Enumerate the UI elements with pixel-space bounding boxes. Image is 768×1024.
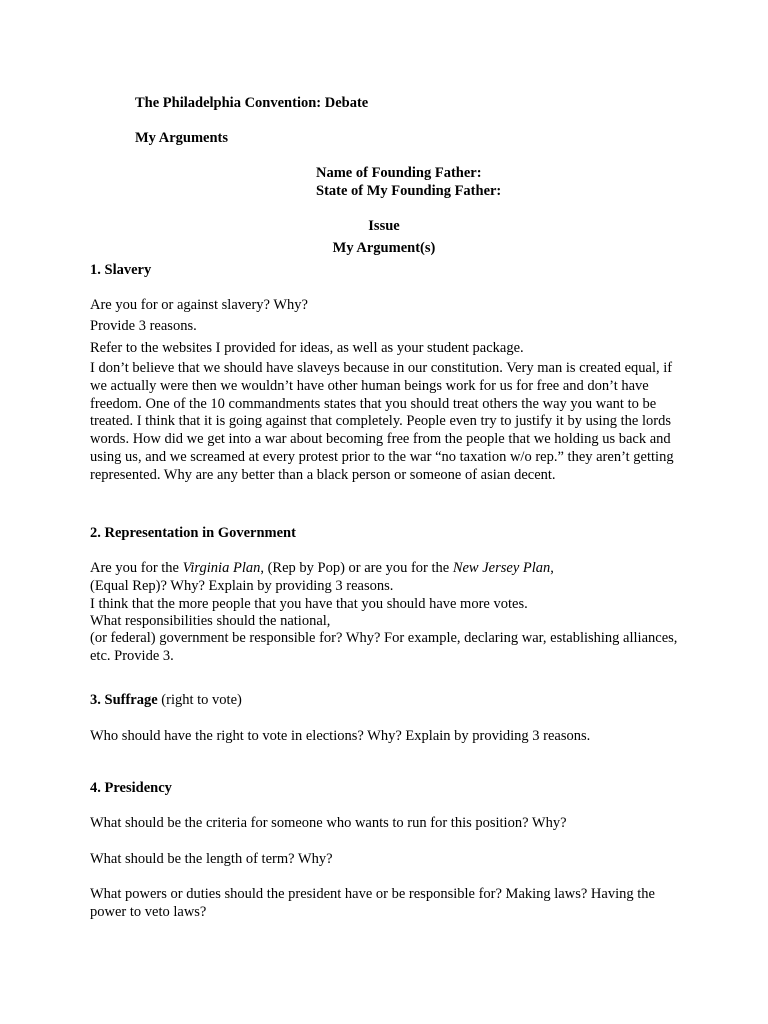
document-subtitle: My Arguments bbox=[135, 130, 229, 146]
representation-answer: I think that the more people that you have that you should have more votes. bbox=[90, 596, 528, 612]
responsibilities-question-line-2: (or federal) government be responsible for? Why? For example, declaring war, establishing alliances, etc. Provide 3. bbox=[90, 630, 678, 664]
founder-name-label: Name of Founding Father: bbox=[316, 165, 482, 181]
slavery-question-1: Are you for or against slavery? Why? bbox=[90, 297, 308, 313]
slavery-question-2: Provide 3 reasons. bbox=[90, 318, 197, 334]
section-heading-presidency: 4. Presidency bbox=[90, 780, 172, 796]
presidency-question-2: What should be the length of term? Why? bbox=[90, 851, 333, 867]
issue-label: Issue bbox=[368, 218, 400, 234]
slavery-answer: I don’t believe that we should have slaveys because in our constitution. Very man is created equal, if we actually were then we wouldn’t have other human beings work for us for free and don’t have freedom. One of the 10 commandments states that you should treat others the way you want to be treated. I think that it is going against that completely. People even try to justify it by using the lords words. How did we get into a war about becoming free from the people that we holding us back and using us, and we screamed at every protest prior to the war “no taxation w/o rep.” they aren’t getting represented. Why are any better than a black person or someone of asian decent. bbox=[90, 360, 674, 483]
representation-question-line-2: (Equal Rep)? Why? Explain by providing 3 reasons. bbox=[90, 578, 394, 594]
arguments-label: My Argument(s) bbox=[332, 240, 436, 256]
suffrage-heading-note: (right to vote) bbox=[157, 692, 242, 708]
founder-state-label: State of My Founding Father: bbox=[316, 183, 502, 199]
responsibilities-question-line-1: What responsibilities should the national, bbox=[90, 613, 331, 629]
slavery-question-3: Refer to the websites I provided for ideas, as well as your student package. bbox=[90, 340, 524, 356]
presidency-question-1: What should be the criteria for someone who wants to run for this position? Why? bbox=[90, 815, 567, 831]
presidency-question-3: What powers or duties should the president have or be responsible for? Making laws? Having the power to veto laws? bbox=[90, 886, 655, 920]
question-text: Are you for the bbox=[90, 560, 183, 576]
suffrage-heading-text: 3. Suffrage bbox=[90, 692, 158, 708]
question-text: , bbox=[550, 560, 554, 576]
section-heading-representation: 2. Representation in Government bbox=[90, 525, 296, 541]
new-jersey-plan-term: New Jersey Plan bbox=[452, 560, 551, 576]
question-text: , (Rep by Pop) or are you for the bbox=[260, 560, 453, 576]
virginia-plan-term: Virginia Plan bbox=[182, 560, 261, 576]
section-heading-suffrage bbox=[90, 691, 242, 709]
section-heading-slavery: 1. Slavery bbox=[90, 262, 152, 278]
document-title: The Philadelphia Convention: Debate bbox=[135, 95, 369, 111]
representation-question-line-1 bbox=[90, 559, 554, 577]
suffrage-question: Who should have the right to vote in elections? Why? Explain by providing 3 reasons. bbox=[90, 728, 591, 744]
